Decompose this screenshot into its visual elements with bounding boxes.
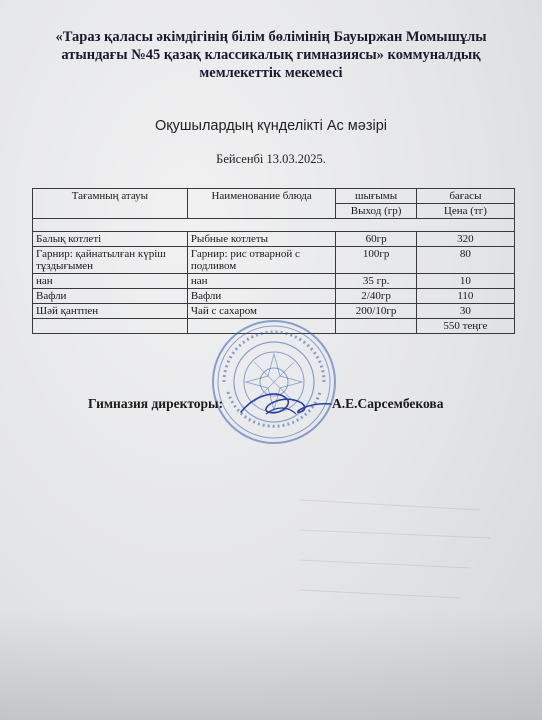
- handwritten-signature-icon: [236, 384, 336, 424]
- header-output-kz: шығымы: [336, 189, 416, 204]
- signature-role: Гимназия директоры:: [88, 396, 224, 411]
- dish-output: 100гр: [336, 247, 416, 274]
- dish-output: 35 гр.: [336, 274, 416, 289]
- dish-output: 60гр: [336, 232, 416, 247]
- table-header-row: [33, 189, 515, 204]
- table-row: [33, 247, 515, 274]
- dish-ru: Гарнир: рис отварной с подливом: [187, 247, 336, 274]
- signature-name: А.Е.Сарсембекова: [332, 396, 444, 411]
- official-stamp-icon: [210, 318, 338, 446]
- dish-ru: Вафли: [187, 289, 336, 304]
- dish-price: 10: [416, 274, 514, 289]
- table-row: [33, 274, 515, 289]
- dish-output: 2/40гр: [336, 289, 416, 304]
- dish-kz: Шәй қантпен: [33, 304, 188, 319]
- dish-price: 30: [416, 304, 514, 319]
- total-empty-3: [336, 319, 416, 334]
- dish-price: 110: [416, 289, 514, 304]
- dish-kz: Вафли: [33, 289, 188, 304]
- dish-kz: Балық котлеті: [33, 232, 188, 247]
- table-spacer-row: [33, 219, 515, 232]
- menu-date: Бейсенбі 13.03.2025.: [216, 152, 326, 166]
- total-empty-1: [33, 319, 188, 334]
- dish-kz: нан: [33, 274, 188, 289]
- organization-name: [20, 28, 522, 82]
- page-shadow: [0, 610, 542, 720]
- dish-price: 320: [416, 232, 514, 247]
- dish-output: 200/10гр: [336, 304, 416, 319]
- org-line-1: «Тараз қаласы әкімдігінің білім бөлімінің Бауыржан Момышұлы: [55, 29, 487, 45]
- menu-table: [32, 188, 515, 334]
- header-dish-ru: Наименование блюда: [187, 189, 336, 219]
- menu-title: Оқушылардың күнделікті Ас мәзірі: [155, 118, 387, 134]
- show-through-marks: [300, 490, 500, 610]
- dish-price: 80: [416, 247, 514, 274]
- table-row: [33, 304, 515, 319]
- header-output-ru: Выход (гр): [336, 204, 416, 219]
- org-line-3: мемлекеттік мекемесі: [199, 65, 343, 81]
- table-row: [33, 289, 515, 304]
- table-row: [33, 232, 515, 247]
- total-price: 550 теңге: [416, 319, 514, 334]
- spacer-cell: [33, 219, 515, 232]
- header-price-kz: бағасы: [416, 189, 514, 204]
- dish-ru: Чай с сахаром: [187, 304, 336, 319]
- dish-kz: Гарнир: қайнатылған күріш тұздығымен: [33, 247, 188, 274]
- dish-ru: нан: [187, 274, 336, 289]
- header-dish-kz: Тағамның атауы: [33, 189, 188, 219]
- dish-ru: Рыбные котлеты: [187, 232, 336, 247]
- header-price-ru: Цена (тг): [416, 204, 514, 219]
- org-line-2: атындағы №45 қазақ классикалық гимназиясы» коммуналдық: [61, 47, 481, 63]
